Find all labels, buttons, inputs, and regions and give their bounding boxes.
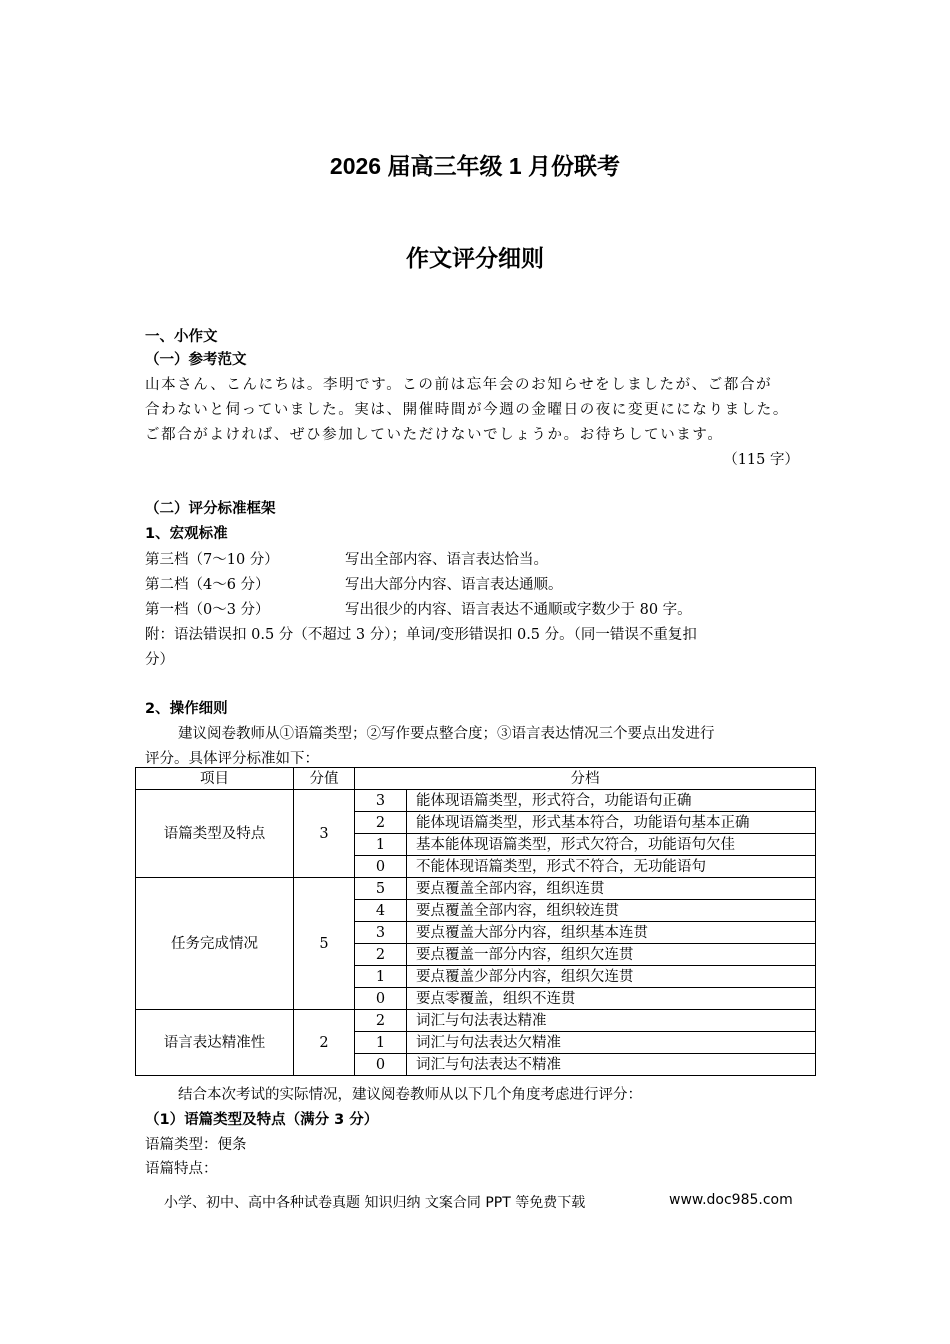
genre-type: 语篇类型：便条 <box>145 1137 247 1153</box>
macro-desc: 写出很少的内容、语言表达不通顺或字数少于 80 字。 <box>345 602 692 618</box>
table-header-row <box>136 768 816 790</box>
level-cell: 2 <box>355 944 407 966</box>
description-cell: 词汇与句法表达欠精准 <box>407 1032 816 1054</box>
description-cell: 能体现语篇类型，形式基本符合，功能语句基本正确 <box>407 812 816 834</box>
word-count: （115 字） <box>723 452 799 468</box>
macro-desc: 写出全部内容、语言表达恰当。 <box>345 552 548 568</box>
description-cell: 词汇与句法表达精准 <box>407 1010 816 1032</box>
description-cell: 词汇与句法表达不精准 <box>407 1054 816 1076</box>
description-cell: 要点覆盖全部内容，组织较连贯 <box>407 900 816 922</box>
subsection-heading: （一）参考范文 <box>145 352 247 368</box>
table-row <box>136 1010 816 1032</box>
description-cell: 要点覆盖一部分内容，组织欠连贯 <box>407 944 816 966</box>
ops-heading: 2、操作细则 <box>145 701 228 717</box>
ops-paragraph: 建议阅卷教师从①语篇类型；②写作要点整合度；③语言表达情况三个要点出发进行 <box>178 726 715 742</box>
subsection-heading: （二）评分标准框架 <box>145 501 276 517</box>
score-cell: 3 <box>294 790 355 878</box>
footer-link[interactable]: www.doc985.com <box>669 1192 793 1208</box>
table-header: 分档 <box>355 768 816 790</box>
level-cell: 4 <box>355 900 407 922</box>
macro-desc: 写出大部分内容、语言表达通顺。 <box>345 577 563 593</box>
note-text: 分） <box>145 652 174 668</box>
footer-text: 小学、初中、高中各种试卷真题 知识归纳 文案合同 PPT 等免费下载 <box>164 1195 586 1211</box>
ops-paragraph: 评分。具体评分标准如下： <box>145 751 319 767</box>
genre-feature: 语篇特点： <box>145 1161 218 1177</box>
description-cell: 要点覆盖大部分内容，组织基本连贯 <box>407 922 816 944</box>
macro-level: 第一档（0～3 分） <box>145 602 270 618</box>
scoring-table <box>135 767 816 1076</box>
level-cell: 1 <box>355 1032 407 1054</box>
macro-level: 第二档（4～6 分） <box>145 577 270 593</box>
criterion-heading: （1）语篇类型及特点（满分 3 分） <box>145 1112 379 1128</box>
level-cell: 0 <box>355 988 407 1010</box>
macro-heading: 1、宏观标准 <box>145 526 228 542</box>
essay-line: 合わないと伺っていました。実は、開催時間が今週の金曜日の夜に変更にになりました。 <box>145 402 789 418</box>
description-cell: 不能体现语篇类型，形式不符合，无功能语句 <box>407 856 816 878</box>
table-row <box>136 790 816 812</box>
level-cell: 2 <box>355 1010 407 1032</box>
table-row <box>136 878 816 900</box>
level-cell: 0 <box>355 1054 407 1076</box>
level-cell: 5 <box>355 878 407 900</box>
level-cell: 2 <box>355 812 407 834</box>
note-text: 附：语法错误扣 0.5 分（不超过 3 分）；单词/变形错误扣 0.5 分。（同一错误不重复扣 <box>145 627 697 643</box>
section-heading: 一、小作文 <box>145 329 218 345</box>
macro-level: 第三档（7～10 分） <box>145 552 279 568</box>
sub-title: 作文评分细则 <box>406 245 544 271</box>
level-cell: 0 <box>355 856 407 878</box>
level-cell: 3 <box>355 790 407 812</box>
item-cell: 语言表达精准性 <box>136 1010 294 1076</box>
description-cell: 基本能体现语篇类型，形式欠符合，功能语句欠佳 <box>407 834 816 856</box>
essay-line: 山本さん、こんにちは。李明です。この前は忘年会のお知らせをしましたが、ご都合が <box>145 377 773 393</box>
score-cell: 2 <box>294 1010 355 1076</box>
essay-line: ご都合がよければ、ぜひ参加していただけないでしょうか。お待ちしています。 <box>145 427 724 443</box>
level-cell: 3 <box>355 922 407 944</box>
item-cell: 语篇类型及特点 <box>136 790 294 878</box>
main-title: 2026 届高三年级 1 月份联考 <box>329 153 621 179</box>
description-cell: 要点覆盖全部内容，组织连贯 <box>407 878 816 900</box>
level-cell: 1 <box>355 834 407 856</box>
after-table-text: 结合本次考试的实际情况，建议阅卷教师从以下几个角度考虑进行评分： <box>178 1087 642 1103</box>
score-cell: 5 <box>294 878 355 1010</box>
level-cell: 1 <box>355 966 407 988</box>
description-cell: 要点零覆盖，组织不连贯 <box>407 988 816 1010</box>
table-header: 项目 <box>136 768 294 790</box>
table-header: 分值 <box>294 768 355 790</box>
item-cell: 任务完成情况 <box>136 878 294 1010</box>
description-cell: 要点覆盖少部分内容，组织欠连贯 <box>407 966 816 988</box>
description-cell: 能体现语篇类型，形式符合，功能语句正确 <box>407 790 816 812</box>
